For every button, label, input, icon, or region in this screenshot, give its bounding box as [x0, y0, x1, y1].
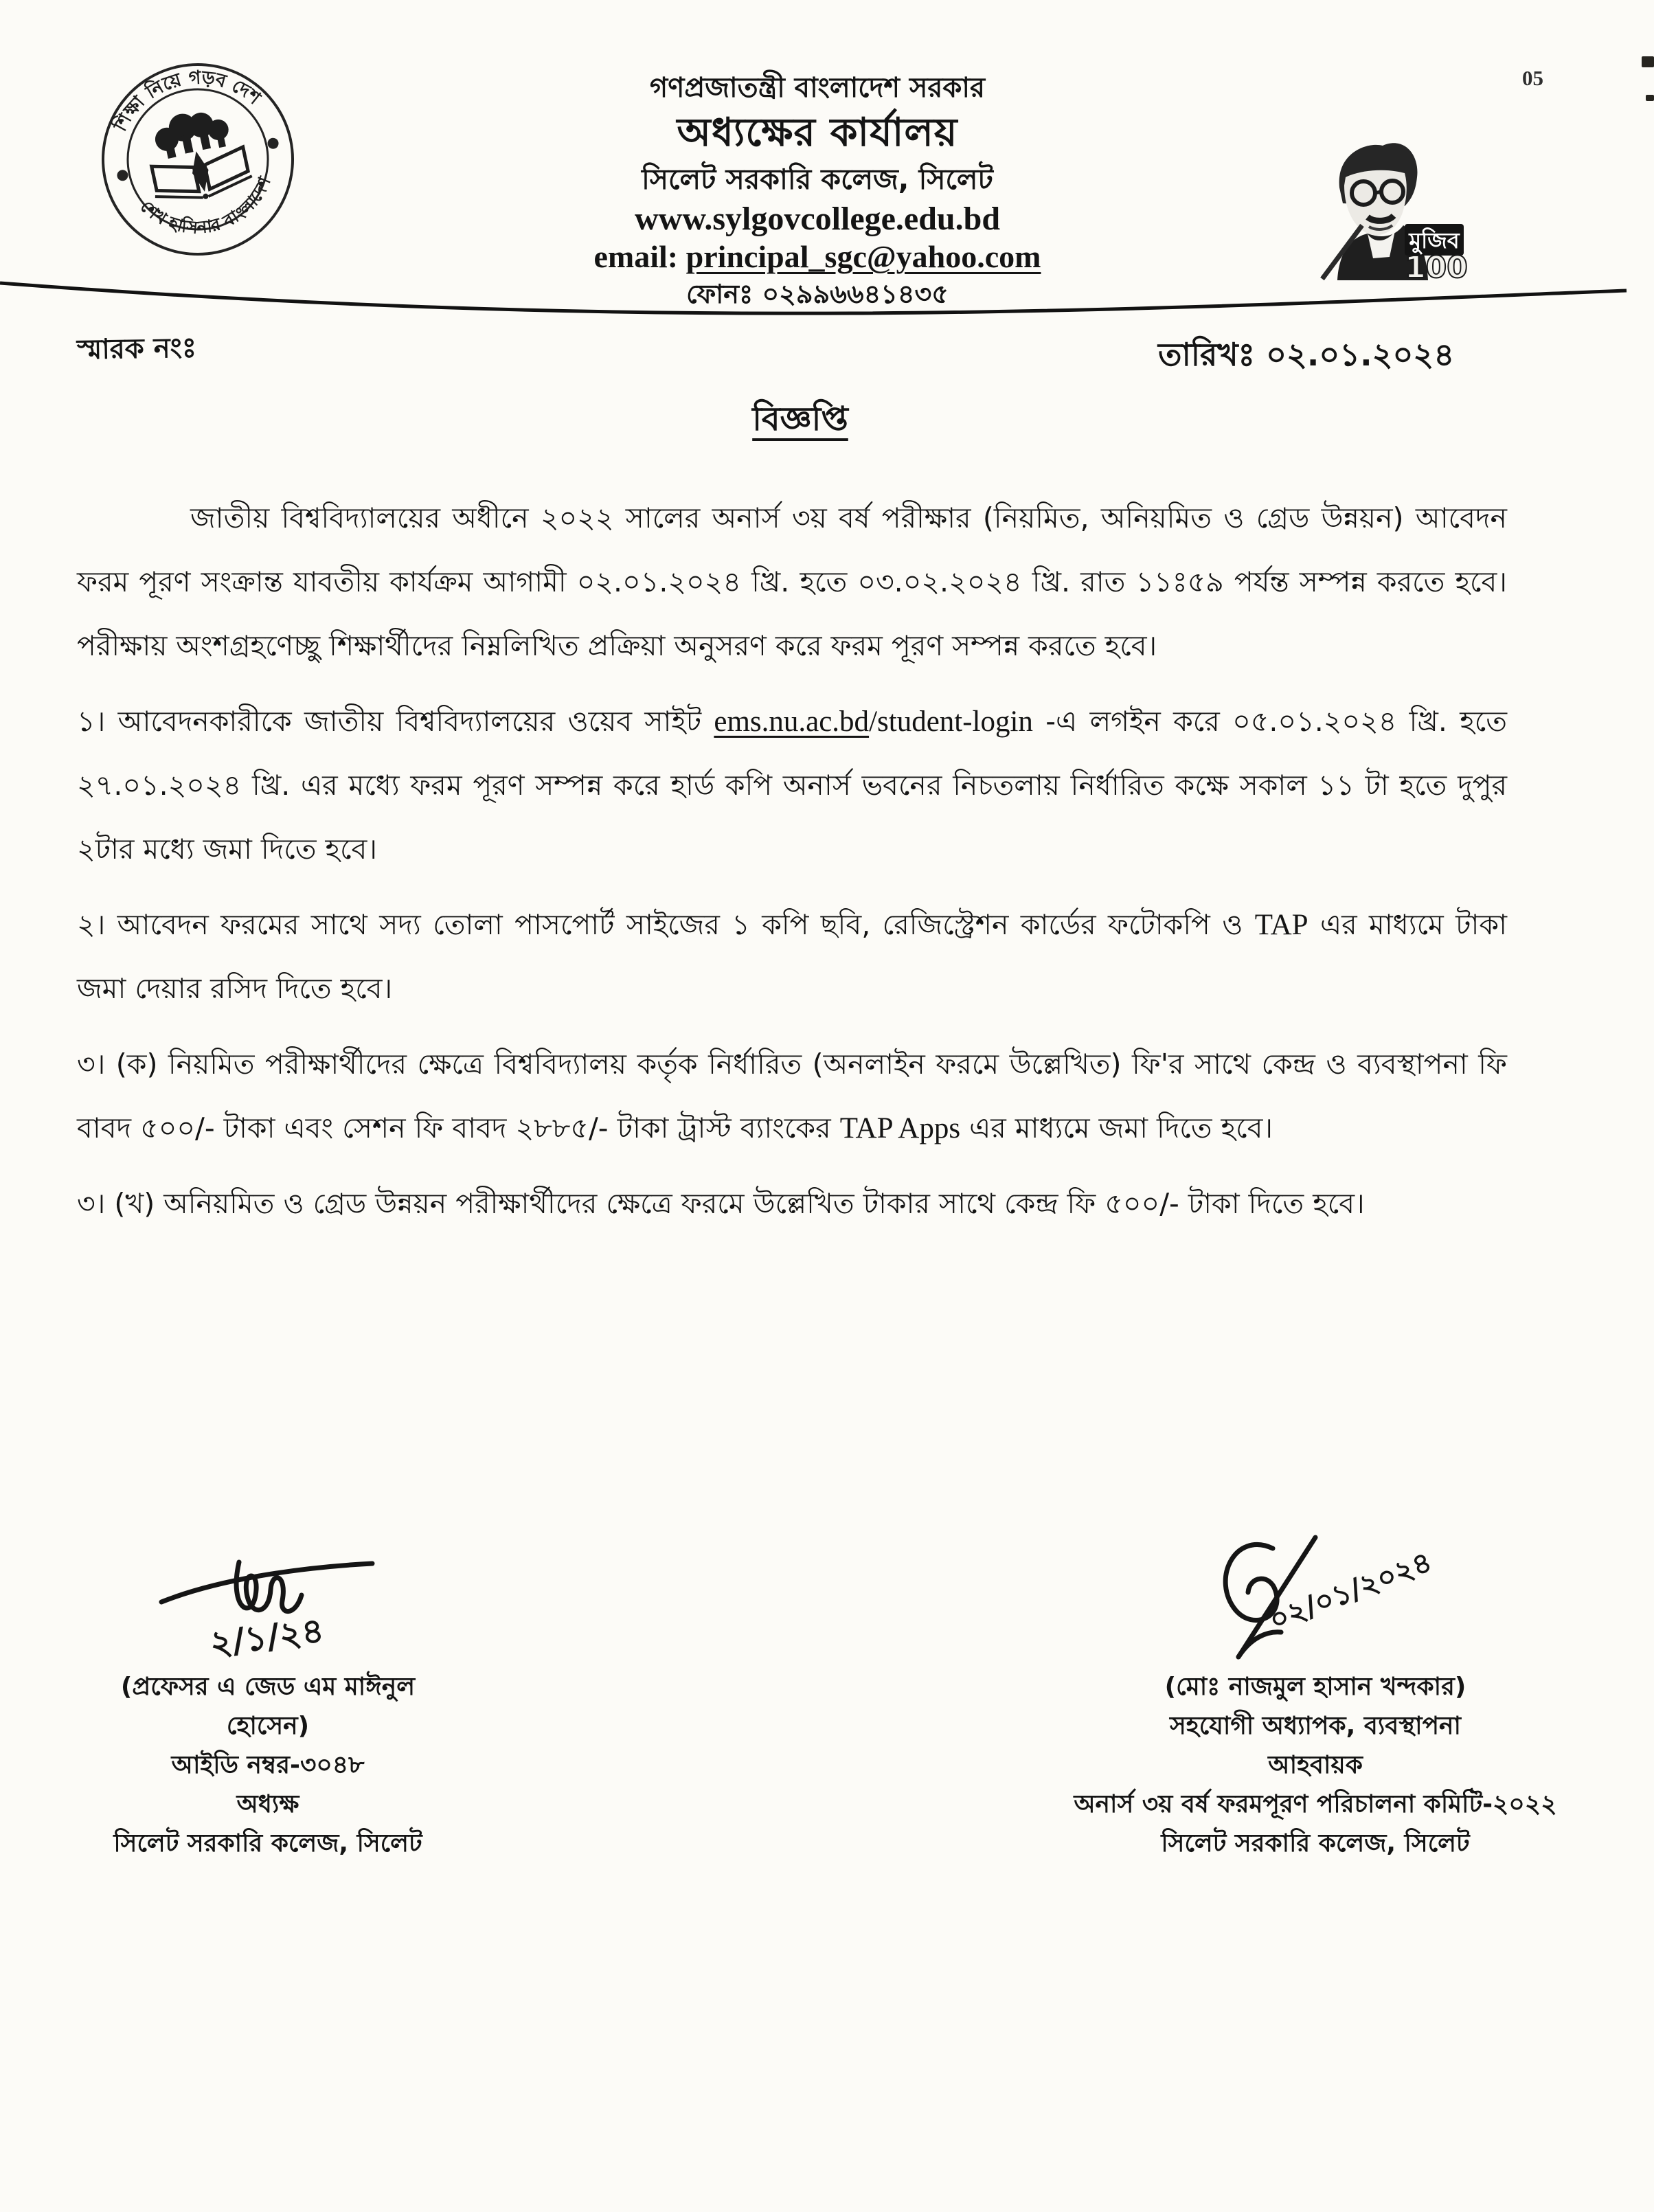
- body-text-segment: এর মাধ্যমে জমা দিতে হবে।: [960, 1111, 1273, 1144]
- date-label: তারিখঃ ০২.০১.২০২৪: [1158, 336, 1455, 373]
- signature-block-principal: [79, 1547, 457, 1863]
- body-paragraph: [77, 1172, 1507, 1236]
- mujib-number: 100: [1405, 250, 1468, 284]
- website-url: www.sylgovcollege.edu.bd: [634, 201, 1001, 237]
- office-line: অধ্যক্ষের কার্যালয়: [677, 110, 958, 155]
- principal-org: সিলেট সরকারি কলেজ, সিলেট: [113, 1829, 422, 1858]
- scan-mark: [1646, 95, 1654, 101]
- body-text-segment: জাতীয় বিশ্ববিদ্যালয়ের অধীনে ২০২২ সালের অনার্স ৩য় বর্ষ পরীক্ষার (নিয়মিত, অনিয়মিত ও গ্রেড উন্নয়ন) আবেদন ফরম পূরণ সংক্রান্ত যাবতীয় কার্যক্রম আগামী ০২.০১.২০২৪ খ্রি. হতে ০৩.০২.২০২৪ খ্রি. রাত ১১ঃ৫৯ পর্যন্ত সম্পন্ন করতে হবে। পরীক্ষায় অংশগ্রহণেচ্ছু শিক্ষার্থীদের নিম্নলিখিত প্রক্রিয়া অনুসরণ করে ফরম পূরণ সম্পন্ন করতে হবে।: [77, 501, 1507, 662]
- email-address: principal_sgc@yahoo.com: [686, 239, 1041, 274]
- body-text-segment: TAP Apps: [839, 1112, 961, 1144]
- notice-body: [77, 486, 1507, 1248]
- college-seal-icon: [76, 37, 320, 282]
- convener-designation: সহযোগী অধ্যাপক, ব্যবস্থাপনা: [1170, 1712, 1461, 1740]
- notice-title: বিজ্ঞপ্তি: [752, 400, 848, 438]
- principal-id: আইডি নম্বর-৩০৪৮: [171, 1751, 365, 1779]
- page-number: 05: [1522, 66, 1543, 90]
- email-label: email:: [593, 239, 679, 274]
- body-text-segment: ২। আবেদন ফরমের সাথে সদ্য তোলা পাসপোর্ট সাইজের ১ কপি ছবি, রেজিস্ট্রেশন কার্ডের ফটোকপি ও: [77, 908, 1255, 941]
- convener-name: (মোঃ নাজমুল হাসান খন্দকার): [1164, 1673, 1466, 1701]
- seal-bottom-text: শেখ হাসিনার বাংলাদেশ: [136, 174, 275, 238]
- convener-committee: অনার্স ৩য় বর্ষ ফরমপূরণ পরিচালনা কমিটি-২০২২: [1074, 1790, 1557, 1818]
- body-text-segment: এর মাধ্যমে টাকা জমা দেয়ার রসিদ দিতে হবে।: [77, 908, 1507, 1005]
- mujib-word: মুজিব: [1409, 227, 1460, 253]
- seal-dot-left: [116, 169, 129, 182]
- convener-role: আহবায়ক: [1268, 1751, 1363, 1779]
- body-text-segment: ৩। (খ) অনিয়মিত ও গ্রেড উন্নয়ন পরীক্ষার্থীদের ক্ষেত্রে ফরমে উল্লেখিত টাকার সাথে কেন্দ্র ফি ৫০০/- টাকা দিতে হবে।: [77, 1187, 1365, 1220]
- seal-open-book: [148, 141, 255, 209]
- principal-designation: অধ্যক্ষ: [236, 1790, 299, 1818]
- signature-block-convener: [1061, 1526, 1570, 1863]
- seal-tree-figures: [151, 105, 232, 161]
- body-link-text: ems.nu.ac.bd: [714, 706, 870, 738]
- seal-dot-right: [267, 137, 280, 150]
- body-text-segment: TAP: [1254, 909, 1309, 941]
- phone-line: ফোনঃ ০২৯৯৬৬৪১৪৩৫: [686, 279, 949, 309]
- convener-signature-icon: [1171, 1526, 1460, 1667]
- principal-signature-icon: [151, 1547, 385, 1667]
- principal-name: (প্রফেসর এ জেড এম মাঈনুল হোসেন): [120, 1673, 416, 1740]
- memo-number-label: স্মারক নংঃ: [76, 332, 197, 366]
- convener-signature-date: ০২/০১/২০২৪: [1265, 1544, 1437, 1638]
- body-text-segment: ১। আবেদনকারীকে জাতীয় বিশ্ববিদ্যালয়ের ওয়েব সাইট: [77, 705, 714, 738]
- body-paragraph: [77, 1032, 1507, 1160]
- convener-org: সিলেট সরকারি কলেজ, সিলেট: [1161, 1829, 1470, 1858]
- header-divider-line: [0, 273, 1654, 328]
- body-text-segment: /student-login: [869, 706, 1033, 738]
- email-line: [419, 238, 1216, 276]
- body-text-segment: -এ লগইন করে ০৫.০১.২০২৪ খ্রি. হতে ২৭.০১.২০২৪ খ্রি. এর মধ্যে ফরম পূরণ সম্পন্ন করে হার্ড কপি অনার্স ভবনের নিচতলায় নির্ধারিত কক্ষে সকাল ১১ টা হতে দুপুর ২টার মধ্যে জমা দিতে হবে।: [77, 705, 1507, 866]
- government-line: গণপ্রজাতন্ত্রী বাংলাদেশ সরকার: [650, 72, 985, 104]
- seal-top-text: শিক্ষা নিয়ে গড়ব দেশ: [109, 67, 264, 135]
- mujib-100-logo: [1302, 122, 1473, 284]
- body-paragraph: [77, 690, 1507, 881]
- scan-mark: [1642, 56, 1654, 67]
- principal-signature-date: ২/১/২৪: [207, 1610, 326, 1664]
- college-line: সিলেট সরকারি কলেজ, সিলেট: [642, 163, 993, 196]
- body-paragraph: [77, 486, 1507, 678]
- body-paragraph: [77, 893, 1507, 1021]
- body-text-segment: ৩। (ক) নিয়মিত পরীক্ষার্থীদের ক্ষেত্রে বিশ্ববিদ্যালয় কর্তৃক নির্ধারিত (অনলাইন ফরমে উল্লেখিত) ফি'র সাথে কেন্দ্র ও ব্যবস্থাপনা ফি বাবদ ৫০০/- টাকা এবং সেশন ফি বাবদ ২৮৮৫/- টাকা ট্রাস্ট ব্যাংকের: [77, 1048, 1507, 1144]
